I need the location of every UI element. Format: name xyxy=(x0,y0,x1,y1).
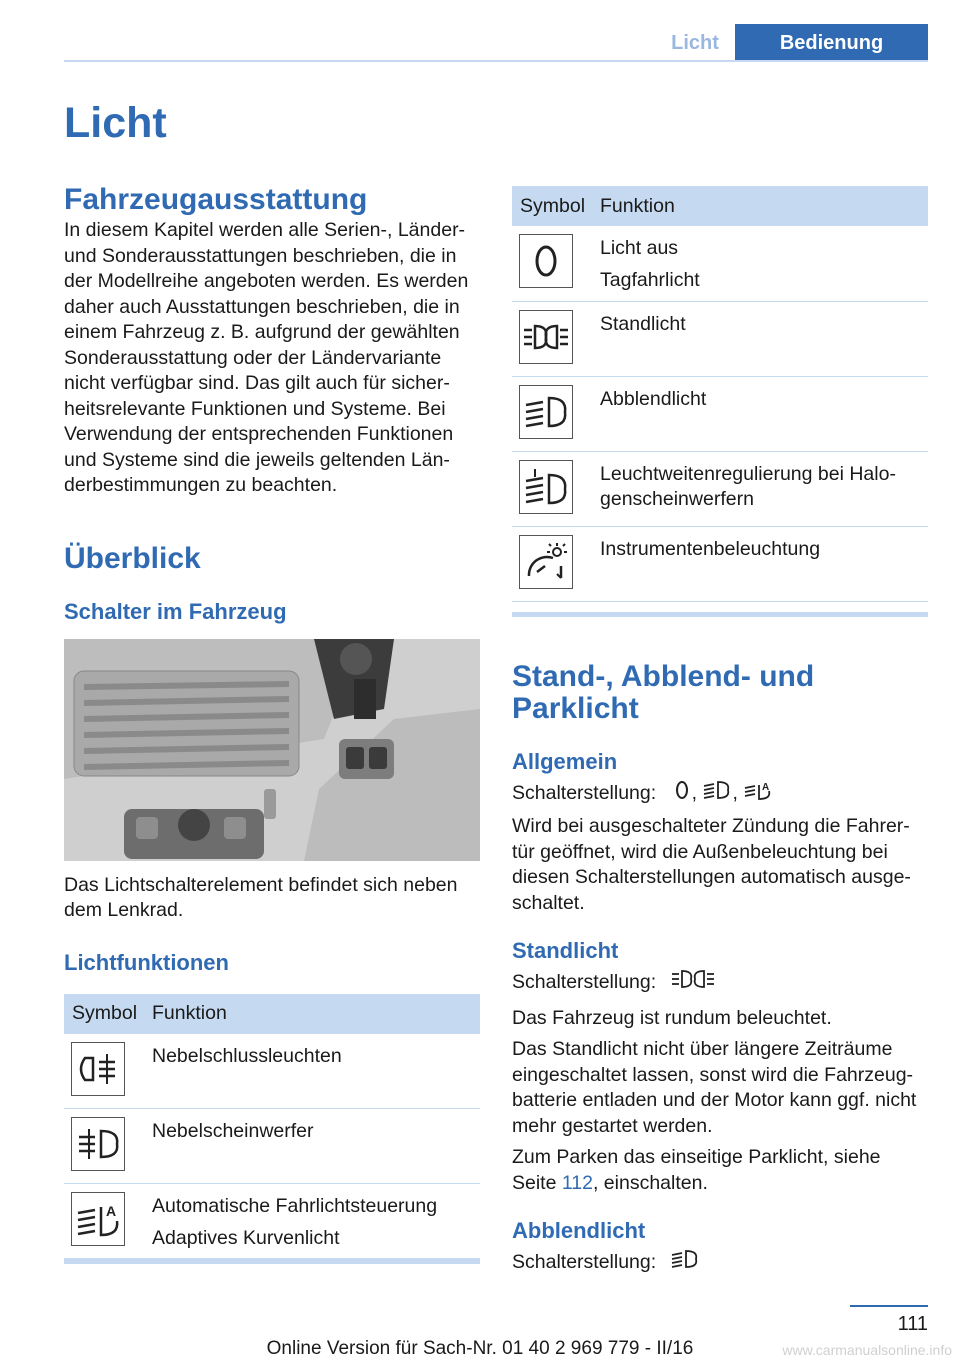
online-version-text: Online Version für Sach-Nr. 01 40 2 969 779 - II/16 xyxy=(266,1338,694,1359)
col-symbol: Symbol xyxy=(64,994,144,1034)
lights-off-icon xyxy=(672,779,692,809)
function-label: Automatische Fahrlichtsteuerung xyxy=(152,1195,438,1217)
heading-switch: Schalter im Fahrzeug xyxy=(64,598,287,624)
general-switch-position: Schalterstellung: , , A xyxy=(512,779,928,809)
table-row xyxy=(64,1034,480,1109)
heading-functions: Lichtfunktionen xyxy=(64,949,229,975)
header-rule xyxy=(64,60,928,62)
col-function: Funktion xyxy=(592,186,928,226)
headlight-range-icon xyxy=(519,460,573,514)
instrument-lighting-icon xyxy=(519,535,573,589)
table-row xyxy=(512,301,928,376)
lights-off-icon xyxy=(519,234,573,288)
heading-equipment: Fahrzeugausstattung xyxy=(64,183,368,216)
parking-text-3-pre: Zum Parken das einseitige Parklicht, siehe Seite xyxy=(512,1146,881,1194)
table-end-rule xyxy=(512,612,928,617)
heading-low-beam: Abblendlicht xyxy=(512,1218,646,1243)
table-row xyxy=(64,1184,480,1259)
col-function: Funktion xyxy=(144,994,480,1034)
parking-text-3 xyxy=(512,1145,928,1196)
page-reference-link[interactable]: 112 xyxy=(561,1171,593,1194)
function-label: Nebelscheinwerfer xyxy=(152,1120,314,1142)
parking-text-3-post: , einschalten. xyxy=(592,1171,708,1194)
heading-lights-section: Stand-, Abblend- und Parklicht xyxy=(512,659,815,725)
function-label: Tagfahrlicht xyxy=(600,269,700,291)
switch-position-label: Schalterstellung: xyxy=(512,970,657,993)
function-label: Leuchtweitenregulierung bei Halo- genscheinwerfern xyxy=(600,462,896,510)
switch-caption: Das Lichtschalterelement befindet sich neben dem Lenkrad. xyxy=(64,873,458,921)
table-row xyxy=(64,1109,480,1184)
equipment-text: In diesem Kapitel werden alle Serien-, Länder- und Sonderausstattungen beschrieben, die in der Modellreihe angeboten werden. Es werden daher auch Ausstattungen beschrieben, die in einem Fahrzeug z. B. aufgrund der gewählten Sonderausstattung oder der Ländervariante nicht verfügbar sind. Das gilt auch für sicher- heitsrelevante Funktionen und Systeme. Bei Verwendung der entsprechenden Funktionen und Systeme sind die jeweils geltenden Län- derbestimmungen zu beachten. xyxy=(64,219,469,496)
front-fog-light-icon xyxy=(71,1117,125,1171)
light-switch-table xyxy=(512,186,928,602)
parking-light-icon xyxy=(670,968,718,998)
table-end-rule xyxy=(64,1259,480,1264)
function-label: Adaptives Kurvenlicht xyxy=(152,1227,340,1249)
chapter-tab: Bedienung xyxy=(735,24,928,62)
heading-overview: Überblick xyxy=(64,541,201,575)
function-label: Licht aus xyxy=(600,237,679,259)
page-title: Licht xyxy=(64,99,167,147)
switch-position-label: Schalterstellung: xyxy=(512,781,657,804)
low-beam-icon xyxy=(670,1248,700,1278)
parking-text-2: Das Standlicht nicht über längere Zeiträume eingeschaltet lassen, sonst wird die Fahrzeug- batterie entladen und der Motor kann ggf. nicht mehr gestartet werden. xyxy=(512,1038,917,1137)
general-text: Wird bei ausgeschalteter Zündung die Fahrer- tür geöffnet, wird die Außenbeleuchtung bei diesen Schalterstellungen automatisch ausge- schaltet. xyxy=(512,815,911,914)
function-label: Abblendlicht xyxy=(600,387,707,410)
parking-light-icon xyxy=(519,310,573,364)
table-header-row xyxy=(64,994,480,1034)
function-label: Standlicht xyxy=(600,312,686,335)
page-number: 111 xyxy=(897,1313,928,1335)
col-symbol: Symbol xyxy=(512,186,592,226)
table-row xyxy=(512,451,928,526)
rear-fog-light-icon xyxy=(71,1042,125,1096)
light-functions-table xyxy=(64,994,480,1260)
svg-text:A: A xyxy=(762,781,770,793)
low-beam-icon xyxy=(519,385,573,439)
table-header-row xyxy=(512,186,928,226)
parking-switch-position xyxy=(512,968,928,998)
lowbeam-switch-position xyxy=(512,1248,928,1278)
left-column xyxy=(64,98,480,1264)
auto-headlight-icon xyxy=(743,779,773,809)
table-row xyxy=(512,226,928,301)
parking-text-1: Das Fahrzeug ist rundum beleuchtet. xyxy=(512,1006,832,1029)
heading-parking-light: Standlicht xyxy=(512,938,619,963)
section-tab: Licht xyxy=(671,32,719,54)
table-row xyxy=(512,526,928,601)
svg-text:A: A xyxy=(106,1203,117,1219)
heading-general: Allgemein xyxy=(512,748,618,774)
function-label: Instrumentenbeleuchtung xyxy=(600,537,821,560)
footer-rule xyxy=(850,1305,928,1307)
function-label: Nebelschlussleuchten xyxy=(152,1044,342,1067)
switch-position-label: Schalterstellung: xyxy=(512,1250,657,1273)
auto-headlight-icon xyxy=(71,1192,125,1246)
light-switch-illustration xyxy=(64,639,480,861)
watermark: www.carmanualsonline.info xyxy=(782,1342,952,1358)
low-beam-icon xyxy=(702,779,732,809)
table-row xyxy=(512,376,928,451)
right-column xyxy=(512,186,928,1278)
